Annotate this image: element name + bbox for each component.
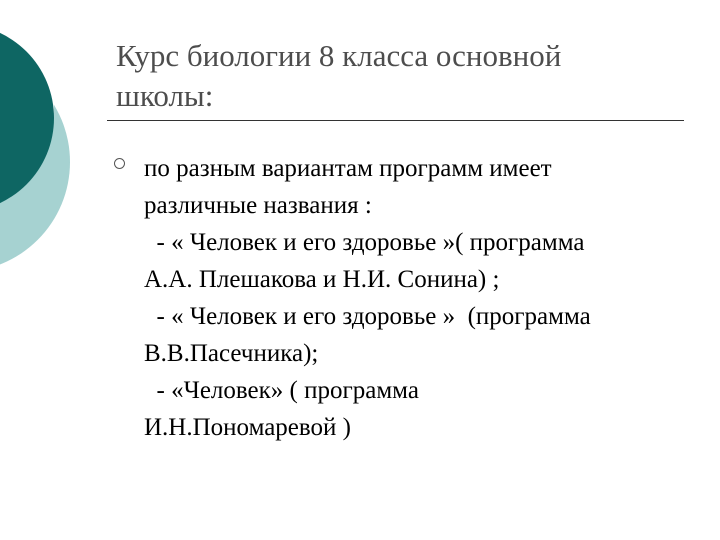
title-divider [107, 120, 684, 121]
body-line: по разным вариантам программ имеет [144, 155, 552, 182]
title-line: Курс биологии 8 класса основной [116, 38, 562, 73]
body-line: - « Человек и его здоровье »( программа [144, 229, 585, 256]
body-line: различные названия : [144, 192, 372, 219]
body-line: В.В.Пасечника); [144, 340, 319, 367]
slide-title [116, 36, 676, 116]
body-line: - « Человек и его здоровье » (программа [144, 303, 591, 330]
decorative-circles [0, 0, 80, 300]
body-line: - «Человек» ( программа [144, 377, 419, 404]
body-line: А.А. Плешакова и Н.И. Сонина) ; [144, 266, 500, 293]
bullet-item [114, 150, 704, 446]
hollow-circle-bullet-icon [114, 158, 125, 169]
title-line: школы: [116, 78, 214, 113]
slide-body [114, 150, 704, 446]
body-line: И.Н.Пономаревой ) [144, 414, 351, 441]
